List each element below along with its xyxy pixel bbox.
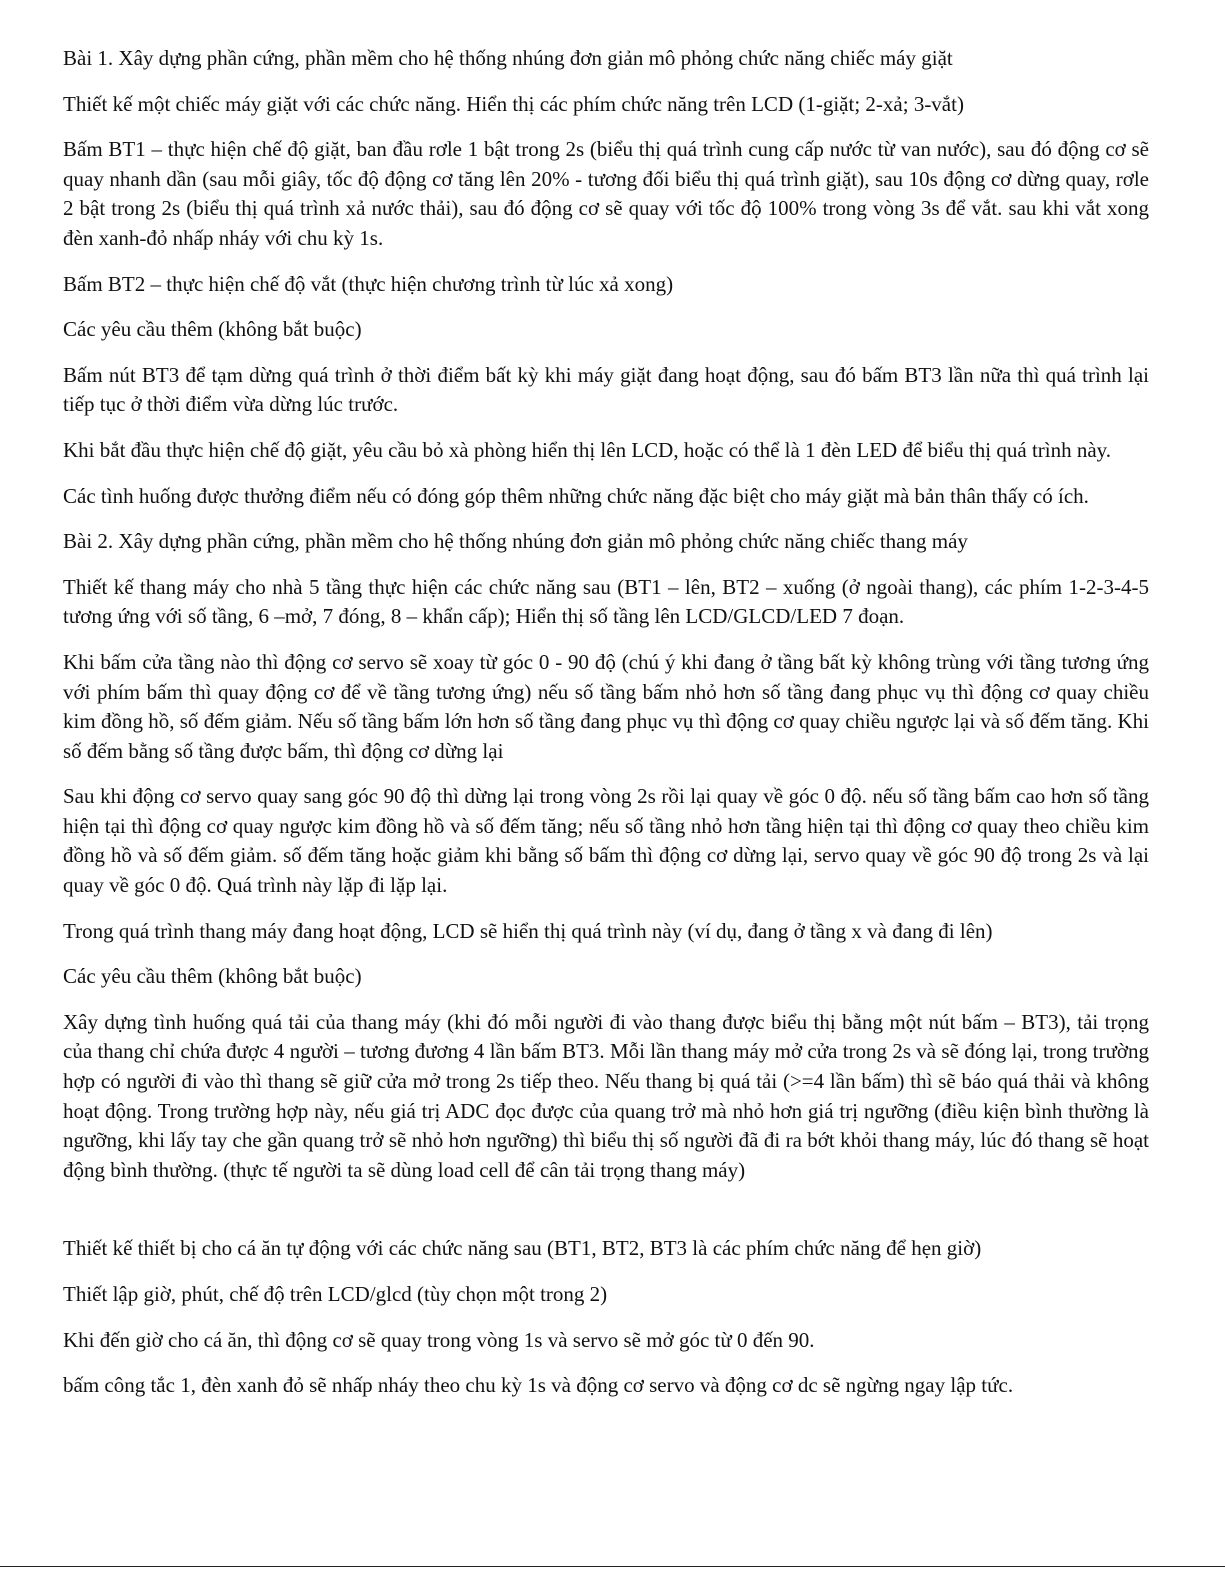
exercise-3-setup-paragraph: Thiết lập giờ, phút, chế độ trên LCD/glcd (tùy chọn một trong 2) bbox=[63, 1282, 608, 1306]
section-spacer bbox=[63, 1201, 1149, 1234]
exercise-2-servo-return-paragraph: Sau khi động cơ servo quay sang góc 90 độ thì dừng lại trong vòng 2s rồi lại quay về góc 0 độ. nếu số tầng bấm cao hơn số tầng hiện tại thì động cơ quay ngược kim đồng hồ và số đếm tăng; nếu số tầng nhỏ hơn tầng hiện tại thì động cơ quay theo chiều kim đồng hồ và số đếm giảm. số đếm tăng hoặc giảm khi bằng số bấm thì động cơ dừng lại, servo quay về góc 90 độ trong 2s và lại quay về góc 0 độ. Quá trình này lặp đi lặp lại. bbox=[63, 784, 1149, 898]
exercise-1-description: Thiết kế một chiếc máy giặt với các chức năng. Hiển thị các phím chức năng trên LCD (1-giặt; 2-xả; 3-vắt) bbox=[63, 91, 964, 116]
exercise-2-description: Thiết kế thang máy cho nhà 5 tầng thực hiện các chức năng sau (BT1 – lên, BT2 – xuống (ở ngoài thang), các phím 1-2-3-4-5 tương ứng với số tầng, 6 –mở, 7 đóng, 8 – khẩn cấp); Hiển thị số tầng lên LCD/GLCD/LED 7 đoạn. bbox=[63, 574, 1149, 629]
exercise-2-title: Bài 2. Xây dựng phần cứng, phần mềm cho hệ thống nhúng đơn giản mô phỏng chức năng chiếc thang máy bbox=[63, 529, 968, 554]
exercise-2-lcd-paragraph: Trong quá trình thang máy đang hoạt động, LCD sẽ hiển thị quá trình này (ví dụ, đang ở tầng x và đang đi lên) bbox=[63, 918, 993, 943]
exercise-3-switch-paragraph: bấm công tắc 1, đèn xanh đỏ sẽ nhấp nháy theo chu kỳ 1s và động cơ servo và động cơ dc sẽ ngừng ngay lập tức. bbox=[63, 1373, 1014, 1398]
exercise-1-bt1-paragraph: Bấm BT1 – thực hiện chế độ giặt, ban đầu rơle 1 bật trong 2s (biểu thị quá trình cung cấp nước từ van nước), sau đó động cơ sẽ quay nhanh dần (sau mỗi giây, tốc độ động cơ tăng lên 20% - tương đối biểu thị quá trình giặt), sau 10s động cơ dừng quay, rơle 2 bật trong 2s (biểu thị quá trình xả nước thải), sau đó động cơ sẽ quay với tốc độ 100% trong vòng 3s để vắt. sau khi vắt xong đèn xanh-đỏ nhấp nháy với chu kỳ 1s. bbox=[63, 137, 1149, 250]
page-bottom-divider bbox=[0, 1566, 1225, 1567]
document-body bbox=[63, 44, 1149, 1417]
exercise-3-description: Thiết kế thiết bị cho cá ăn tự động với các chức năng sau (BT1, BT2, BT3 là các phím chức năng để hẹn giờ) bbox=[63, 1236, 982, 1261]
exercise-1-bonus-paragraph: Các tình huống được thưởng điểm nếu có đóng góp thêm những chức năng đặc biệt cho máy giặt mà bản thân thấy có ích. bbox=[63, 483, 1089, 508]
exercise-2-extra-heading: Các yêu cầu thêm (không bắt buộc) bbox=[63, 964, 362, 989]
exercise-2-overload-paragraph: Xây dựng tình huống quá tải của thang máy (khi đó mỗi người đi vào thang được biểu thị bằng một nút bấm – BT3), tải trọng của thang chỉ chứa được 4 người – tương đương 4 lần bấm BT3. Mỗi lần thang máy mở cửa trong 2s và sẽ đóng lại, trong trường hợp có người đi vào thì thang sẽ giữ cửa mở trong 2s tiếp theo. Nếu thang bị quá tải (>=4 lần bấm) thì sẽ báo quá thải và không hoạt động. Trong trường hợp này, nếu giá trị ADC đọc được của quang trở mà nhỏ hơn giá trị ngưỡng (điều kiện bình thường là ngưỡng, khi lấy tay che gần quang trở sẽ nhỏ hơn ngưỡng) thì biểu thị số người đã đi ra bớt khỏi thang máy, lúc đó thang sẽ hoạt động bình thường. (thực tế người ta sẽ dùng load cell để cân tải trọng thang máy) bbox=[63, 1009, 1149, 1182]
exercise-1-title: Bài 1. Xây dựng phần cứng, phần mềm cho hệ thống nhúng đơn giản mô phỏng chức năng chiếc máy giặt bbox=[63, 46, 953, 70]
exercise-1-extra-heading: Các yêu cầu thêm (không bắt buộc) bbox=[63, 317, 362, 342]
exercise-1-soap-paragraph: Khi bắt đầu thực hiện chế độ giặt, yêu cầu bỏ xà phòng hiển thị lên LCD, hoặc có thể là 1 đèn LED để biểu thị quá trình này. bbox=[63, 437, 1112, 462]
exercise-3-feeding-paragraph: Khi đến giờ cho cá ăn, thì động cơ sẽ quay trong vòng 1s và servo sẽ mở góc từ 0 đến 90. bbox=[63, 1327, 815, 1352]
exercise-1-bt3-paragraph: Bấm nút BT3 để tạm dừng quá trình ở thời điểm bất kỳ khi máy giặt đang hoạt động, sau đó bấm BT3 lần nữa thì quá trình lại tiếp tục ở thời điểm vừa dừng lúc trước. bbox=[63, 362, 1149, 417]
exercise-1-bt2-paragraph: Bấm BT2 – thực hiện chế độ vắt (thực hiện chương trình từ lúc xả xong) bbox=[63, 271, 674, 296]
exercise-2-servo-paragraph: Khi bấm cửa tầng nào thì động cơ servo sẽ xoay từ góc 0 - 90 độ (chú ý khi đang ở tầng bất kỳ không trùng với tầng tương ứng với phím bấm thì quay động cơ để về tầng tương ứng) nếu số tầng bấm nhỏ hơn số tầng đang phục vụ thì động cơ quay chiều kim đồng hồ, số đếm giảm. Nếu số tầng bấm lớn hơn số tầng đang phục vụ thì động cơ quay chiều ngược lại và số đếm tăng. Khi số đếm bằng số tầng được bấm, thì động cơ dừng lại bbox=[63, 649, 1149, 763]
